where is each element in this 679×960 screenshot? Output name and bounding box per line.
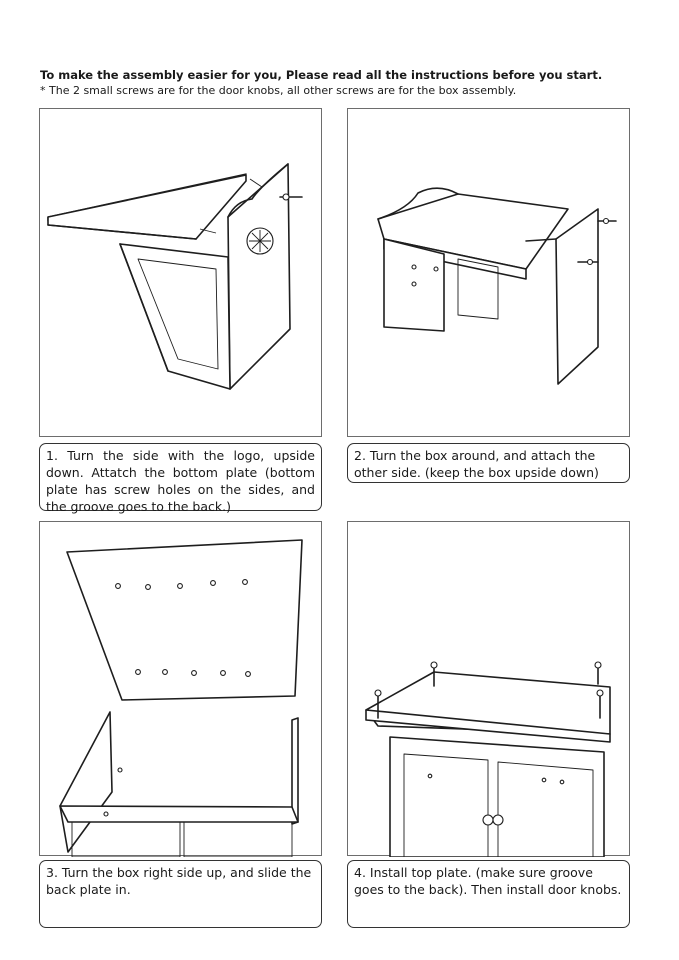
step-4-caption: 4. Install top plate. (make sure groove goes to the back). Then install door knobs. bbox=[347, 860, 630, 928]
step-3-caption: 3. Turn the box right side up, and slide the back plate in. bbox=[39, 860, 322, 928]
header-note: * The 2 small screws are for the door knobs, all other screws are for the box assembly. bbox=[40, 84, 517, 97]
header-title: To make the assembly easier for you, Please read all the instructions before you start. bbox=[40, 68, 603, 82]
step-1-caption: 1. Turn the side with the logo, upside down. Attatch the bottom plate (bottom plate has screw holes on the sides, and the groove goes to the back.) bbox=[39, 443, 322, 511]
door-knob-left bbox=[483, 815, 493, 825]
step-3-illustration bbox=[39, 521, 322, 856]
step-1-drawing bbox=[40, 109, 323, 438]
step-2-illustration bbox=[347, 108, 630, 437]
step-3-drawing bbox=[40, 522, 323, 857]
step-4-drawing bbox=[348, 522, 631, 857]
instructions-header bbox=[40, 68, 640, 98]
screw-icon bbox=[595, 662, 601, 668]
screw-icon bbox=[431, 662, 437, 668]
step-1-illustration bbox=[39, 108, 322, 437]
screw-icon bbox=[375, 690, 381, 696]
screw-icon bbox=[597, 690, 603, 696]
step-4-illustration bbox=[347, 521, 630, 856]
screw-icon bbox=[604, 219, 609, 224]
door-knob-right bbox=[493, 815, 503, 825]
step-2-drawing bbox=[348, 109, 631, 438]
screw-icon bbox=[283, 194, 289, 200]
step-2-caption: 2. Turn the box around, and attach the other side. (keep the box upside down) bbox=[347, 443, 630, 483]
screw-icon bbox=[588, 260, 593, 265]
